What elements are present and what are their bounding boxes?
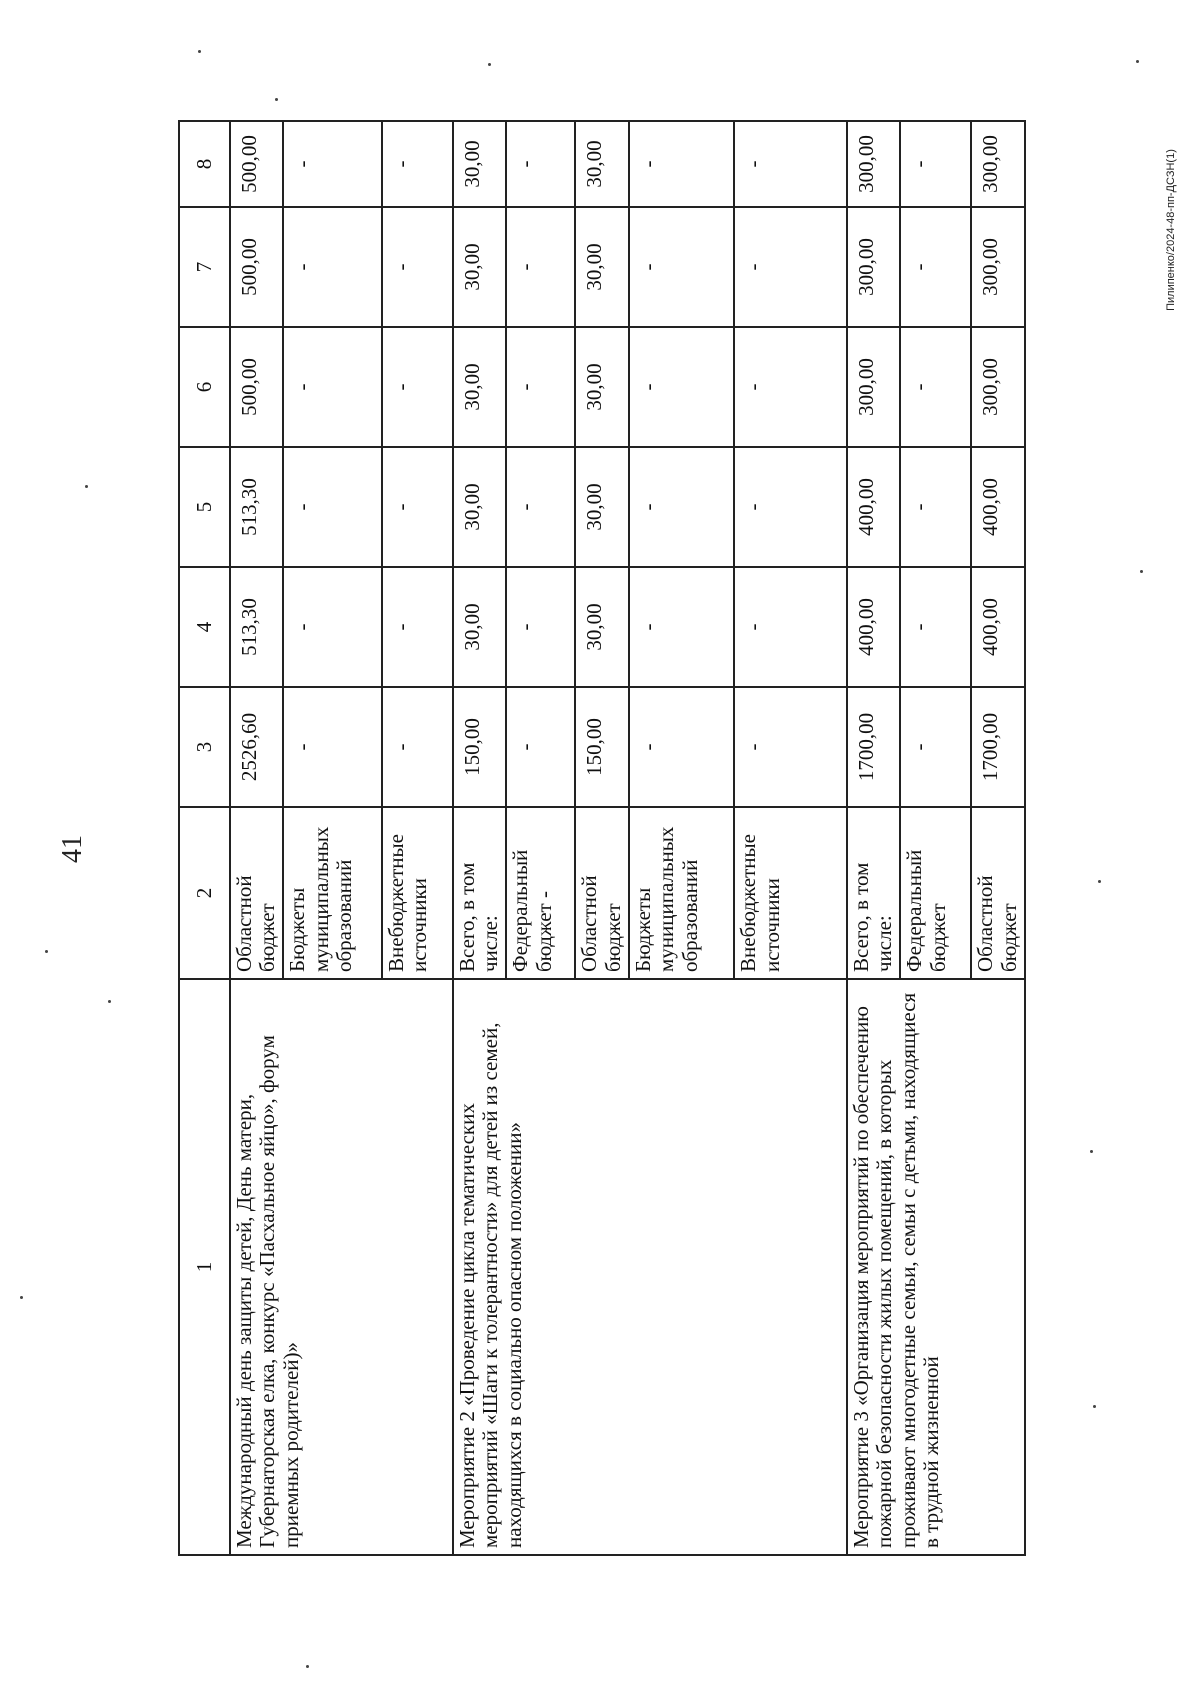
value-cell: - [382,207,453,327]
value-cell: - [506,447,575,567]
value-cell: - [629,207,734,327]
value-cell: 300,00 [847,207,901,327]
value-cell: 150,00 [453,687,507,807]
value-cell: 400,00 [847,447,901,567]
value-cell: 30,00 [453,207,507,327]
header-cell-1: 1 [179,979,230,1555]
value-cell: 30,00 [575,567,629,687]
value-cell: 400,00 [847,567,901,687]
value-cell: 30,00 [453,567,507,687]
value-cell: - [506,327,575,447]
value-cell: - [382,447,453,567]
scan-speck [275,98,278,101]
source-cell: Бюджеты муниципальных образований [283,807,381,979]
value-cell: 300,00 [847,121,901,207]
value-cell: - [382,121,453,207]
value-cell: 30,00 [575,447,629,567]
source-cell: Федеральный бюджет [900,807,971,979]
source-cell: Областной бюджет [230,807,284,979]
value-cell: 400,00 [971,567,1025,687]
scan-speck [20,1296,23,1299]
source-cell: Областной бюджет [575,807,629,979]
value-cell: 500,00 [230,121,284,207]
value-cell: - [506,567,575,687]
value-cell: - [734,121,846,207]
value-cell: - [382,327,453,447]
value-cell: - [283,121,381,207]
value-cell: 300,00 [971,327,1025,447]
value-cell: - [734,327,846,447]
value-cell: 30,00 [575,327,629,447]
source-cell: Областной бюджет [971,807,1025,979]
value-cell: - [900,447,971,567]
value-cell: - [900,567,971,687]
value-cell: 30,00 [575,121,629,207]
scan-speck [1140,570,1143,573]
value-cell: 500,00 [230,327,284,447]
value-cell: - [629,327,734,447]
source-cell: Всего, в том числе: [847,807,901,979]
value-cell: - [900,207,971,327]
value-cell: 1700,00 [971,687,1025,807]
scan-speck [108,1000,111,1003]
header-cell-5: 5 [179,447,230,567]
value-cell: 30,00 [453,121,507,207]
document-footer-id: Пилипенко/2024-48-пп-ДСЗН(1) [1165,149,1177,311]
scan-speck [488,63,491,66]
source-cell: Федеральный бюджет - [506,807,575,979]
value-cell: - [734,687,846,807]
value-cell: - [506,687,575,807]
source-cell: Всего, в том числе: [453,807,507,979]
value-cell: 2526,60 [230,687,284,807]
table-row [847,121,901,1555]
table-container [178,122,1026,1556]
header-cell-7: 7 [179,207,230,327]
scan-speck [1090,1150,1093,1153]
table-row [453,121,507,1555]
value-cell: 500,00 [230,207,284,327]
scan-speck [306,1665,309,1668]
value-cell: 30,00 [575,207,629,327]
source-cell: Внебюджетные источники [734,807,846,979]
value-cell: - [900,687,971,807]
source-cell: Бюджеты муниципальных образований [629,807,734,979]
source-cell: Внебюджетные источники [382,807,453,979]
budget-table [178,120,1026,1556]
event-cell: Мероприятие 3 «Организация мероприятий по обеспечению пожарной безопасности жилых помещений, в которых проживают многодетные семьи, семьи с детьми, находящиеся в трудной жизненной [847,979,1025,1555]
value-cell: - [900,327,971,447]
value-cell: - [283,207,381,327]
header-cell-4: 4 [179,567,230,687]
value-cell: - [506,207,575,327]
scan-speck [45,950,48,953]
value-cell: - [734,207,846,327]
header-cell-8: 8 [179,121,230,207]
value-cell: - [506,121,575,207]
value-cell: - [283,687,381,807]
value-cell: 513,30 [230,567,284,687]
value-cell: 400,00 [971,447,1025,567]
value-cell: - [382,687,453,807]
table-row [230,121,284,1555]
value-cell: 513,30 [230,447,284,567]
value-cell: 300,00 [971,207,1025,327]
rotated-table-frame [178,122,1026,1556]
page-number: 41 [57,835,88,863]
value-cell: - [629,567,734,687]
value-cell: - [900,121,971,207]
scan-speck [1136,60,1139,63]
value-cell: - [283,447,381,567]
value-cell: - [734,567,846,687]
scan-speck [85,485,88,488]
value-cell: - [629,447,734,567]
value-cell: 300,00 [971,121,1025,207]
header-cell-2: 2 [179,807,230,979]
value-cell: - [382,567,453,687]
value-cell: 30,00 [453,327,507,447]
header-row [179,121,230,1555]
value-cell: - [283,567,381,687]
value-cell: 300,00 [847,327,901,447]
header-cell-6: 6 [179,327,230,447]
value-cell: - [629,121,734,207]
value-cell: - [629,687,734,807]
header-cell-3: 3 [179,687,230,807]
value-cell: - [734,447,846,567]
value-cell: - [283,327,381,447]
value-cell: 150,00 [575,687,629,807]
scan-speck [1098,880,1101,883]
scan-speck [1093,1405,1096,1408]
value-cell: 30,00 [453,447,507,567]
value-cell: 1700,00 [847,687,901,807]
event-cell: Международный день защиты детей, День матери, Губернаторская елка, конкурс «Пасхальное яйцо», форум приемных родителей)» [230,979,453,1555]
event-cell: Мероприятие 2 «Проведение цикла тематических мероприятий «Шаги к толерантности» для детей из семей, находящихся в социально опасном положении» [453,979,847,1555]
scan-speck [198,50,201,53]
